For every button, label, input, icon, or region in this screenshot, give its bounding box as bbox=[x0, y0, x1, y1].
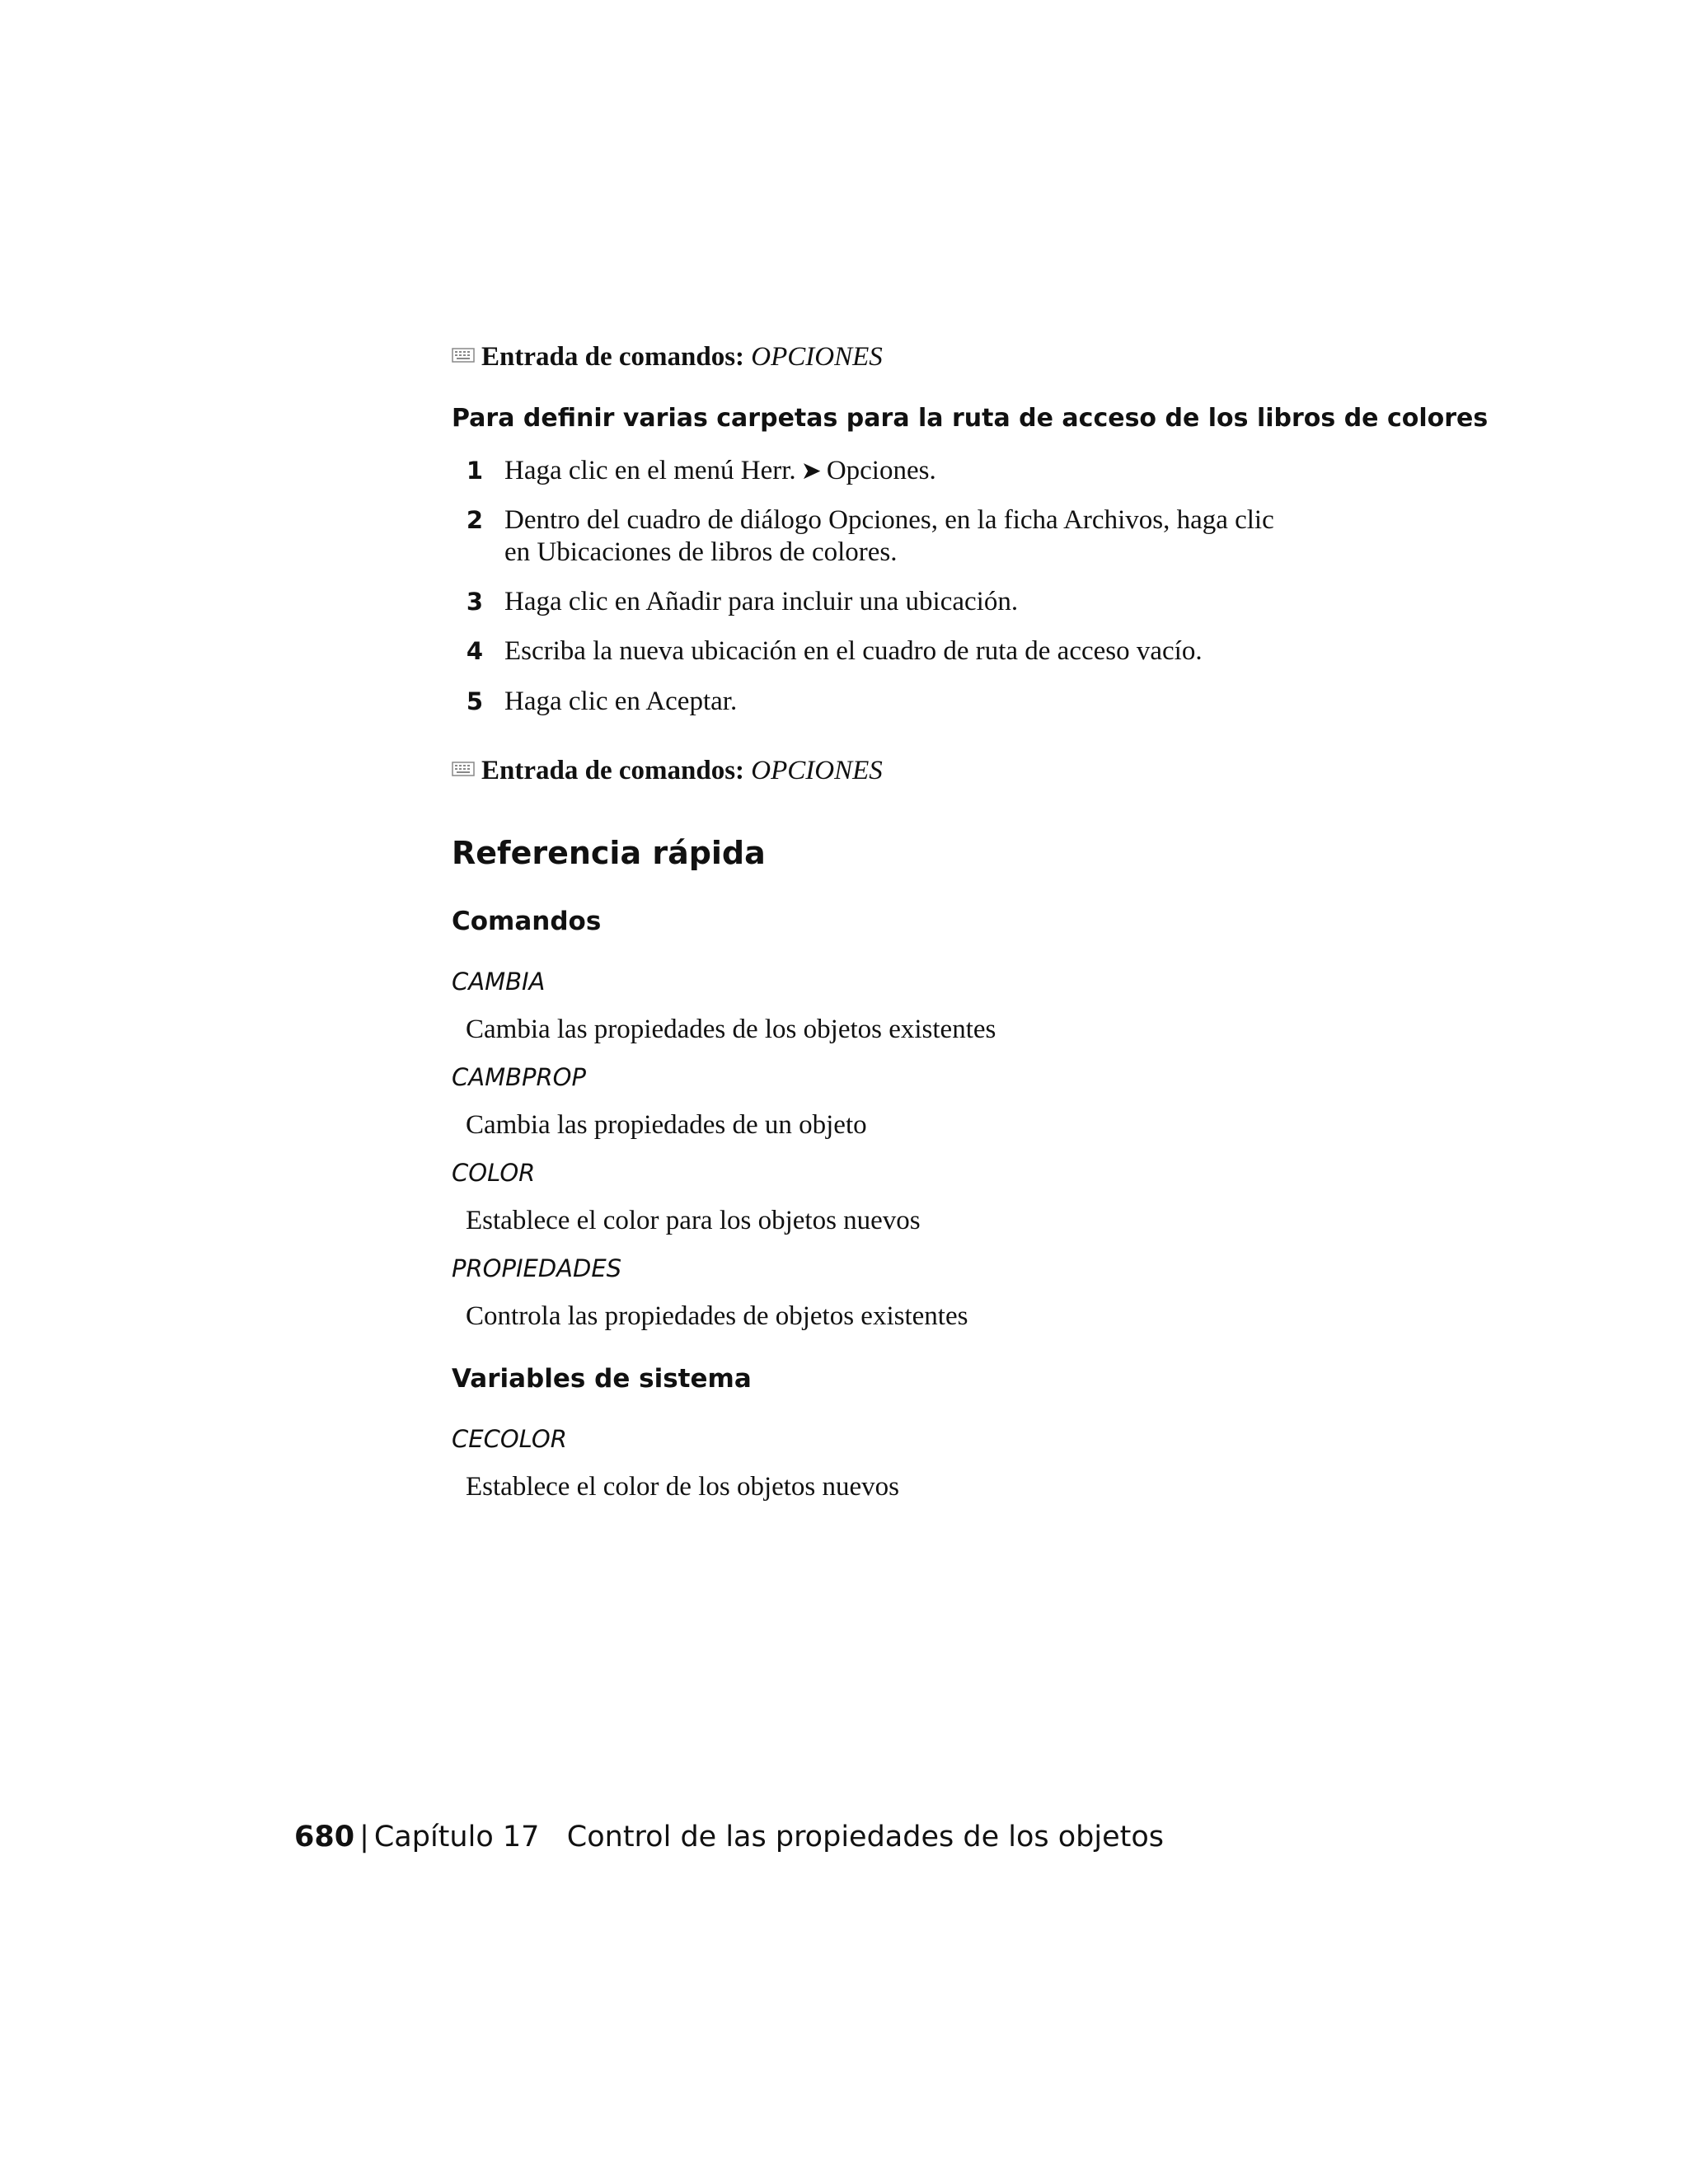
command-term: COLOR bbox=[452, 1159, 536, 1187]
command-entry-2 bbox=[452, 754, 883, 787]
command-description: Controla las propiedades de objetos existentes bbox=[466, 1301, 968, 1331]
step-text: Haga clic en el menú Herr. bbox=[504, 456, 796, 485]
command-description: Cambia las propiedades de un objeto bbox=[466, 1110, 867, 1140]
step-text: Escriba la nueva ubicación en el cuadro de ruta de acceso vacío. bbox=[504, 636, 1203, 666]
chapter-label: Capítulo 17 bbox=[373, 1821, 540, 1854]
step-text: Haga clic en Aceptar. bbox=[504, 687, 738, 716]
keyboard-icon bbox=[452, 347, 475, 363]
page-number: 680 bbox=[294, 1821, 355, 1854]
command-description: Cambia las propiedades de los objetos existentes bbox=[466, 1015, 996, 1044]
keyboard-icon bbox=[452, 761, 475, 777]
command-entry-label: Entrada de comandos: bbox=[481, 756, 745, 785]
step-text: Haga clic en Añadir para incluir una ubicación. bbox=[504, 587, 1019, 616]
footer-separator: | bbox=[359, 1821, 369, 1854]
command-entry-label: Entrada de comandos: bbox=[481, 342, 745, 372]
step-text-line-2: en Ubicaciones de libros de colores. bbox=[504, 537, 898, 567]
command-entry-value: OPCIONES bbox=[751, 342, 883, 372]
step-number: 3 bbox=[466, 588, 484, 616]
command-entry-value: OPCIONES bbox=[751, 756, 883, 785]
step-number: 2 bbox=[466, 506, 484, 534]
command-description: Establece el color para los objetos nuevos bbox=[466, 1206, 921, 1235]
sysvars-heading: Variables de sistema bbox=[452, 1364, 752, 1394]
command-term: PROPIEDADES bbox=[452, 1254, 622, 1282]
step-number: 4 bbox=[466, 637, 484, 665]
step-text-menu-item: Opciones. bbox=[826, 456, 936, 485]
command-term: CAMBIA bbox=[452, 968, 546, 996]
step-number: 1 bbox=[466, 457, 484, 485]
step-number: 5 bbox=[466, 687, 484, 715]
procedure-title: Para definir varias carpetas para la ruta de acceso de los libros de colores bbox=[452, 404, 1489, 433]
step-text-line-1: Dentro del cuadro de diálogo Opciones, en la ficha Archivos, haga clic bbox=[504, 505, 1274, 535]
quick-reference-heading: Referencia rápida bbox=[452, 835, 766, 871]
chapter-title: Control de las propiedades de los objetos bbox=[566, 1821, 1164, 1854]
page-footer bbox=[294, 1819, 1164, 1855]
commands-heading: Comandos bbox=[452, 907, 602, 936]
command-term: CAMBPROP bbox=[452, 1063, 586, 1091]
menu-arrow-icon: ➤ bbox=[800, 457, 822, 485]
sysvar-description: Establece el color de los objetos nuevos bbox=[466, 1472, 900, 1502]
sysvar-term: CECOLOR bbox=[452, 1425, 567, 1453]
command-entry-1 bbox=[452, 340, 883, 373]
